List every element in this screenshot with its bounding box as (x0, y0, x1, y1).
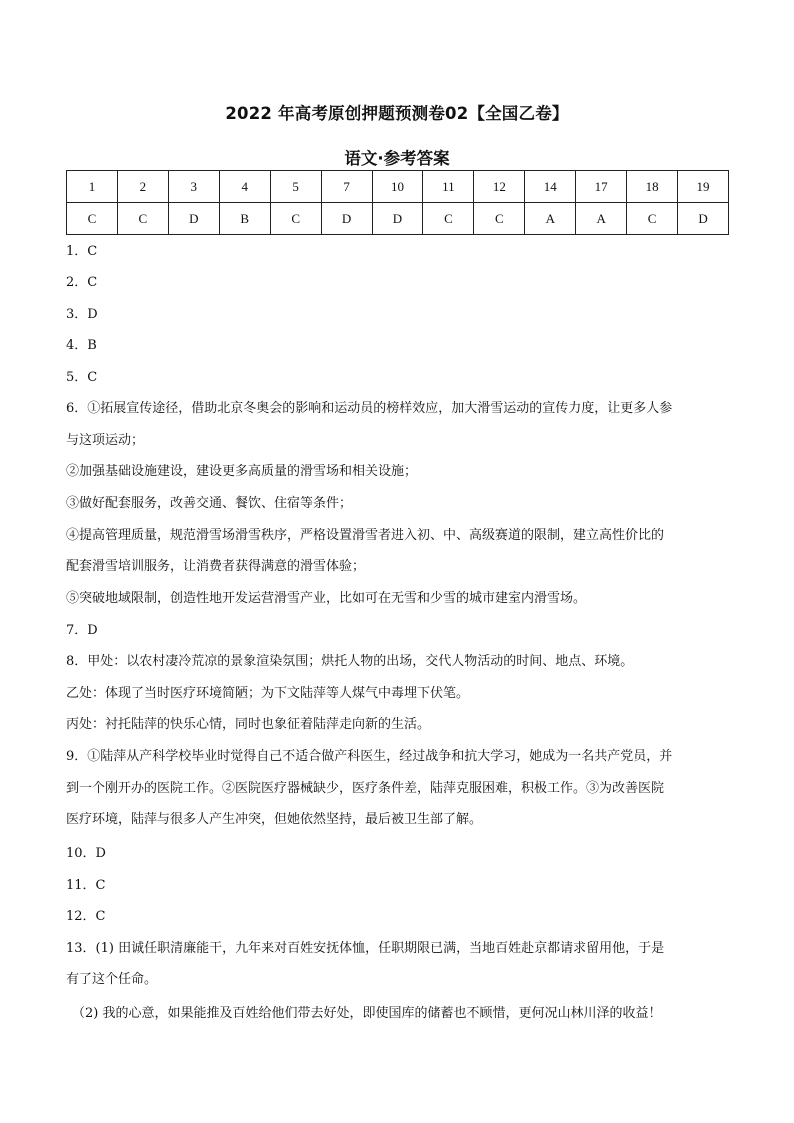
answer-line: 4．B (66, 338, 97, 353)
answer-line: 5．C (66, 370, 98, 385)
question-number-cell: 17 (576, 171, 627, 203)
answer-line: 11．C (66, 878, 106, 893)
page-title: 2022 年高考原创押题预测卷02【全国乙卷】 (225, 104, 569, 123)
answer-line: 8．甲处：以农村凄冷荒凉的景象渲染氛围；烘托人物的出场，交代人物活动的时间、地点、环境。 (66, 654, 634, 669)
answer-line: 3．D (66, 307, 98, 322)
answer-cell: D (372, 203, 423, 235)
answer-cell: C (117, 203, 168, 235)
question-number-cell: 19 (678, 171, 729, 203)
question-number-cell: 12 (474, 171, 525, 203)
answer-line: 到一个刚开办的医院工作。②医院医疗器械缺少，医疗条件差，陆萍克服困难，积极工作。③为改善医院 (66, 781, 665, 796)
answer-line: 10．D (66, 846, 106, 861)
answer-line: 配套滑雪培训服务，让消费者获得满意的滑雪体验； (66, 559, 366, 574)
answer-line: 12．C (66, 909, 106, 924)
question-number-cell: 7 (321, 171, 372, 203)
question-number-cell: 5 (270, 171, 321, 203)
page-subtitle: 语文·参考答案 (344, 149, 450, 168)
answer-line: 丙处：衬托陆萍的快乐心情，同时也象征着陆萍走向新的生活。 (66, 717, 431, 732)
answer-line: ③做好配套服务，改善交通、餐饮、住宿等条件； (66, 496, 353, 511)
answer-line: 与这项运动； (66, 433, 145, 448)
answer-line: 乙处：体现了当时医疗环境简陋；为下文陆萍等人煤气中毒埋下伏笔。 (66, 686, 470, 701)
answer-cell: C (423, 203, 474, 235)
answer-line: 7．D (66, 623, 98, 638)
answer-line: ④提高管理质量，规范滑雪场滑雪秩序，严格设置滑雪者进入初、中、高级赛道的限制，建立高性价比的 (66, 528, 665, 543)
answer-line: 1．C (66, 244, 98, 259)
question-number-cell: 2 (117, 171, 168, 203)
answer-line: 医疗环境，陆萍与很多人产生冲突，但她依然坚持，最后被卫生部了解。 (66, 812, 483, 827)
answer-cell: C (627, 203, 678, 235)
answer-row (67, 203, 729, 235)
answer-line: 6．①拓展宣传途径，借助北京冬奥会的影响和运动员的榜样效应，加大滑雪运动的宣传力度，让更多人参 (66, 401, 673, 416)
answer-line: 有了这个任命。 (66, 972, 158, 987)
answer-cell: C (67, 203, 118, 235)
answer-line: （2) 我的心意，如果能推及百姓给他们带去好处，即使国库的储蓄也不顾惜，更何况山林川泽的收益！ (72, 1006, 662, 1021)
answer-cell: A (576, 203, 627, 235)
answer-cell: B (219, 203, 270, 235)
question-number-cell: 11 (423, 171, 474, 203)
question-number-cell: 14 (525, 171, 576, 203)
answer-table (66, 170, 729, 235)
answer-line: 13．(1) 田诚任职清廉能干，九年来对百姓安抚体恤，任职期限已满，当地百姓赴京都请求留用他，于是 (66, 941, 665, 956)
answer-cell: D (168, 203, 219, 235)
question-number-cell: 18 (627, 171, 678, 203)
answer-cell: C (474, 203, 525, 235)
question-number-cell: 4 (219, 171, 270, 203)
answer-line: ⑤突破地域限制，创造性地开发运营滑雪产业，比如可在无雪和少雪的城市建室内滑雪场。 (66, 591, 587, 606)
answer-cell: A (525, 203, 576, 235)
answer-cell: D (321, 203, 372, 235)
answer-line: 9．①陆萍从产科学校毕业时觉得自己不适合做产科医生，经过战争和抗大学习，她成为一名共产党员，并 (66, 749, 673, 764)
answer-line: 2．C (66, 275, 98, 290)
question-number-cell: 10 (372, 171, 423, 203)
question-number-cell: 1 (67, 171, 118, 203)
question-number-cell: 3 (168, 171, 219, 203)
answer-line: ②加强基础设施建设，建设更多高质量的滑雪场和相关设施； (66, 464, 418, 479)
question-number-row (67, 171, 729, 203)
answer-cell: C (270, 203, 321, 235)
answer-cell: D (678, 203, 729, 235)
